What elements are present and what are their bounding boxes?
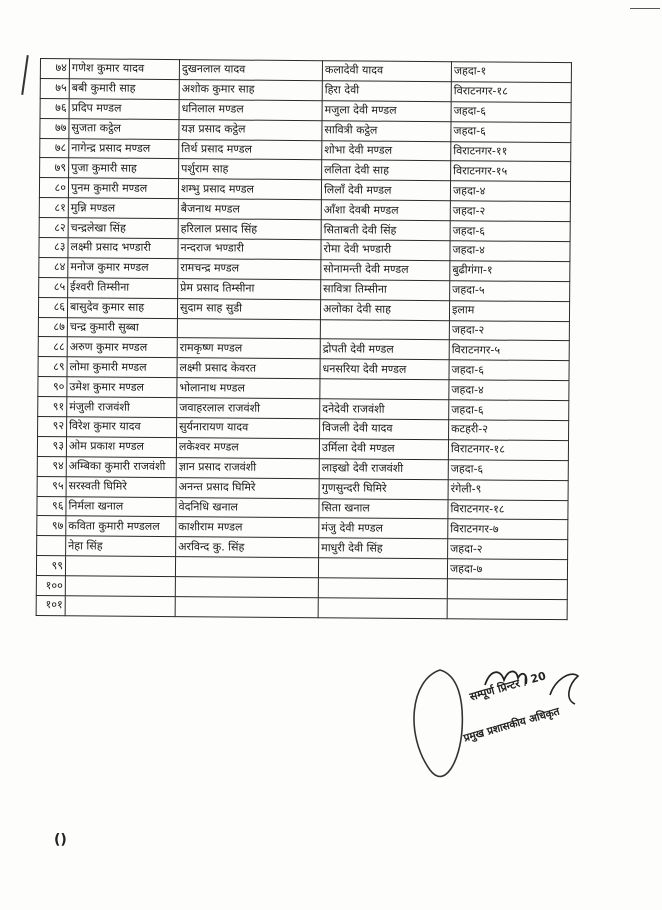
cell-address: जहदा-७ xyxy=(447,559,567,580)
cell-mother xyxy=(318,578,447,599)
cell-address: विराटनगर-१८ xyxy=(448,440,568,461)
cell-address: जहदा-६ xyxy=(449,400,569,421)
cell-name: नेहा सिंह xyxy=(66,536,176,557)
cell-sn: ८६ xyxy=(38,297,67,317)
cell-address: विराटनगर-११ xyxy=(451,141,571,162)
cell-name: बबी कुमारी साह xyxy=(69,79,179,100)
register-table-body xyxy=(36,59,571,620)
cell-mother: सिता खनाल xyxy=(319,498,448,519)
cell-name: पुनम कुमारी मण्डल xyxy=(68,178,178,199)
cell-address: जहदा-२ xyxy=(448,539,568,560)
cell-sn: ७९ xyxy=(40,158,69,178)
cell-address xyxy=(447,599,567,620)
cell-name: सरस्वती घिमिरे xyxy=(66,476,176,497)
cell-sn: ८१ xyxy=(39,198,68,218)
signatory-title: प्रमुख प्रशासकीय अधिकृत xyxy=(462,705,561,745)
cell-name: अम्बिका कुमारी राजवंशी xyxy=(66,457,176,478)
cell-sn: ९२ xyxy=(38,417,67,437)
cell-father: नन्दराज भण्डारी xyxy=(178,239,321,260)
cell-name xyxy=(65,596,175,617)
cell-father: वेदनिधि खनाल xyxy=(176,497,319,518)
cell-name: कविता कुमारी मण्डलल xyxy=(66,516,176,537)
cell-name: उमेश कुमार मण्डल xyxy=(67,377,177,398)
cell-address: जहदा-४ xyxy=(449,380,569,401)
cell-address xyxy=(447,579,567,600)
cell-mother: दनेदेवी राजवंशी xyxy=(320,399,449,420)
cell-sn: ८३ xyxy=(39,238,68,258)
cell-address: विराटनगर-५ xyxy=(449,340,569,361)
cell-mother: माधुरी देवी सिंह xyxy=(319,538,448,559)
cell-address: इलाम xyxy=(449,300,569,321)
cell-address: कटहरी-२ xyxy=(449,420,569,441)
cell-name: चन्द्रलेखा सिंह xyxy=(68,218,178,239)
cell-address: जहदा-४ xyxy=(450,241,570,262)
cell-address: विराटनगर-१८ xyxy=(448,499,568,520)
cell-sn: ९६ xyxy=(37,496,66,516)
cell-sn: ८५ xyxy=(39,277,68,297)
cell-sn: ९१ xyxy=(38,397,67,417)
margin-line xyxy=(21,55,29,95)
cell-name xyxy=(65,556,175,577)
cell-mother: हिरा देवी xyxy=(322,81,451,102)
cell-address: जहदा-२ xyxy=(449,320,569,341)
scan-edge-mark xyxy=(630,8,660,9)
cell-address: जहदा-१ xyxy=(451,62,571,83)
cell-sn: ७८ xyxy=(40,138,69,158)
cell-mother xyxy=(320,319,449,340)
cell-name: पुजा कुमारी साह xyxy=(69,158,179,179)
cell-name: ईश्वरी तिम्सीना xyxy=(68,278,178,299)
cell-address: जहदा-६ xyxy=(450,221,570,242)
cell-address: जहदा-६ xyxy=(449,360,569,381)
cell-mother: रोमा देवी भण्डारी xyxy=(321,240,450,261)
cell-father: बैजनाथ मण्डल xyxy=(178,199,321,220)
cell-father: अशोक कुमार साह xyxy=(179,79,322,100)
cell-mother: आँशा देवबी मण्डल xyxy=(321,200,450,221)
cell-father: ज्ञान प्रसाद राजवंशी xyxy=(176,457,319,478)
cell-sn: ८० xyxy=(39,178,68,198)
cell-father: भोलानाथ मण्डल xyxy=(177,378,320,399)
cell-father: काशीराम मण्डल xyxy=(176,517,319,538)
cell-address: विराटनगर-७ xyxy=(448,519,568,540)
cell-father: रामचन्द्र मण्डल xyxy=(178,258,321,279)
cell-mother: लाइखो देवी राजवंशी xyxy=(319,459,448,480)
cell-mother: अलोका देवी साह xyxy=(320,299,449,320)
cell-mother xyxy=(320,379,449,400)
cell-name: निर्मला खनाल xyxy=(66,496,176,517)
cell-sn: ८७ xyxy=(38,317,67,337)
cell-address: रंगेली-९ xyxy=(448,479,568,500)
cell-sn: ९७ xyxy=(37,516,66,536)
cell-address: विराटनगर-१८ xyxy=(451,82,571,103)
cell-father: शम्भु प्रसाद मण्डल xyxy=(178,179,321,200)
register-table xyxy=(36,58,572,620)
cell-mother: मंजु देवी मण्डल xyxy=(319,518,448,539)
corner-mark: () xyxy=(54,832,67,848)
cell-father xyxy=(177,318,320,339)
cell-father: अनन्त प्रसाद घिमिरे xyxy=(176,477,319,498)
cell-sn: ७७ xyxy=(40,118,69,138)
cell-name: गणेश कुमार यादव xyxy=(69,59,179,80)
cell-mother: सावित्री कट्ठेल xyxy=(322,120,451,141)
cell-sn: ८४ xyxy=(39,257,68,277)
cell-name: प्रदिप मण्डल xyxy=(69,99,179,120)
cell-name: बासुदेव कुमार साह xyxy=(67,297,177,318)
cell-address: बुढीगंगा-१ xyxy=(450,261,570,282)
cell-address: जहदा-५ xyxy=(450,281,570,302)
cell-father xyxy=(175,557,318,578)
cell-address: जहदा-४ xyxy=(450,181,570,202)
cell-sn: ९५ xyxy=(37,476,66,496)
cell-father: लक्ष्मी प्रसाद केवरत xyxy=(177,358,320,379)
cell-sn: ७४ xyxy=(40,59,69,79)
cell-mother: गुणसुन्दरी घिमिरे xyxy=(319,478,448,499)
cell-address: जहदा-६ xyxy=(451,102,571,123)
cell-name: चन्द्र कुमारी सुब्बा xyxy=(67,317,177,338)
cell-mother: सिताबती देवी सिंह xyxy=(321,220,450,241)
cell-address: जहदा-२ xyxy=(450,201,570,222)
cell-father: पर्शुराम साह xyxy=(179,159,322,180)
cell-father xyxy=(175,597,318,618)
cell-sn: ९९ xyxy=(36,556,65,576)
cell-mother: शोभा देवी मण्डल xyxy=(322,140,451,161)
signatory-name: सम्पूर्ण प्रिन्टर / 20 xyxy=(468,669,548,704)
cell-sn: ८८ xyxy=(38,337,67,357)
cell-father xyxy=(175,577,318,598)
cell-father: हरिलाल प्रसाद सिंह xyxy=(178,219,321,240)
cell-sn: १०० xyxy=(36,576,65,596)
cell-mother: कलादेवी यादव xyxy=(322,61,451,82)
cell-address: विराटनगर-१५ xyxy=(451,161,571,182)
cell-sn: ८२ xyxy=(39,218,68,238)
cell-sn: ९३ xyxy=(37,436,66,456)
cell-father: तिर्थ प्रसाद मण्डल xyxy=(179,139,322,160)
table-row xyxy=(36,596,567,620)
cell-sn: ७६ xyxy=(40,98,69,118)
cell-father: सुदाम साह सुडी xyxy=(177,298,320,319)
cell-name: मंजुली राजवंशी xyxy=(67,397,177,418)
cell-mother: द्रोपती देवी मण्डल xyxy=(320,339,449,360)
cell-father: प्रेम प्रसाद तिम्सीना xyxy=(178,278,321,299)
cell-mother: मजुला देवी मण्डल xyxy=(322,100,451,121)
cell-sn: ९० xyxy=(38,377,67,397)
cell-name: विरेश कुमार यादव xyxy=(67,417,177,438)
cell-mother xyxy=(318,558,447,579)
cell-name: नागेन्द्र प्रसाद मण्डल xyxy=(69,138,179,159)
cell-mother: लिलाँ देवी मण्डल xyxy=(321,180,450,201)
cell-mother xyxy=(318,598,447,619)
cell-name: मुन्नि मण्डल xyxy=(68,198,178,219)
cell-name: लोमा कुमारी मण्डल xyxy=(67,357,177,378)
cell-father: यज्ञ प्रसाद कट्ठेल xyxy=(179,119,322,140)
cell-name: अरुण कुमार मण्डल xyxy=(67,337,177,358)
cell-sn xyxy=(37,536,66,556)
cell-mother: उर्मिला देवी मण्डल xyxy=(319,439,448,460)
cell-address: जहदा-६ xyxy=(448,460,568,481)
cell-father: सुर्यनारायण यादव xyxy=(177,418,320,439)
cell-mother: विजली देवी यादव xyxy=(320,419,449,440)
cell-father: जवाहरलाल राजवंशी xyxy=(177,398,320,419)
cell-father: धनिलाल मण्डल xyxy=(179,99,322,120)
cell-father: दुखनलाल यादव xyxy=(179,60,322,81)
cell-father: लकेश्वर मण्डल xyxy=(176,438,319,459)
cell-name: लक्ष्मी प्रसाद भण्डारी xyxy=(68,238,178,259)
cell-sn: ९४ xyxy=(37,456,66,476)
cell-name: ओम प्रकाश मण्डल xyxy=(66,437,176,458)
cell-name: मनोज कुमार मण्डल xyxy=(68,258,178,279)
cell-mother: ललिता देवी साह xyxy=(322,160,451,181)
cell-mother: धनसरिया देवी मण्डल xyxy=(320,359,449,380)
cell-mother: सावित्रा तिम्सीना xyxy=(321,280,450,301)
cell-mother: सोनामन्ती देवी मण्डल xyxy=(321,260,450,281)
cell-sn: ८९ xyxy=(38,357,67,377)
cell-father: रामकृष्ण मण्डल xyxy=(177,338,320,359)
cell-name xyxy=(65,576,175,597)
cell-sn: १०१ xyxy=(36,596,65,616)
cell-father: अरविन्द कु. सिंह xyxy=(176,537,319,558)
cell-name: सुजता कट्ठेल xyxy=(69,118,179,139)
cell-sn: ७५ xyxy=(40,78,69,98)
cell-address: जहदा-६ xyxy=(451,121,571,142)
